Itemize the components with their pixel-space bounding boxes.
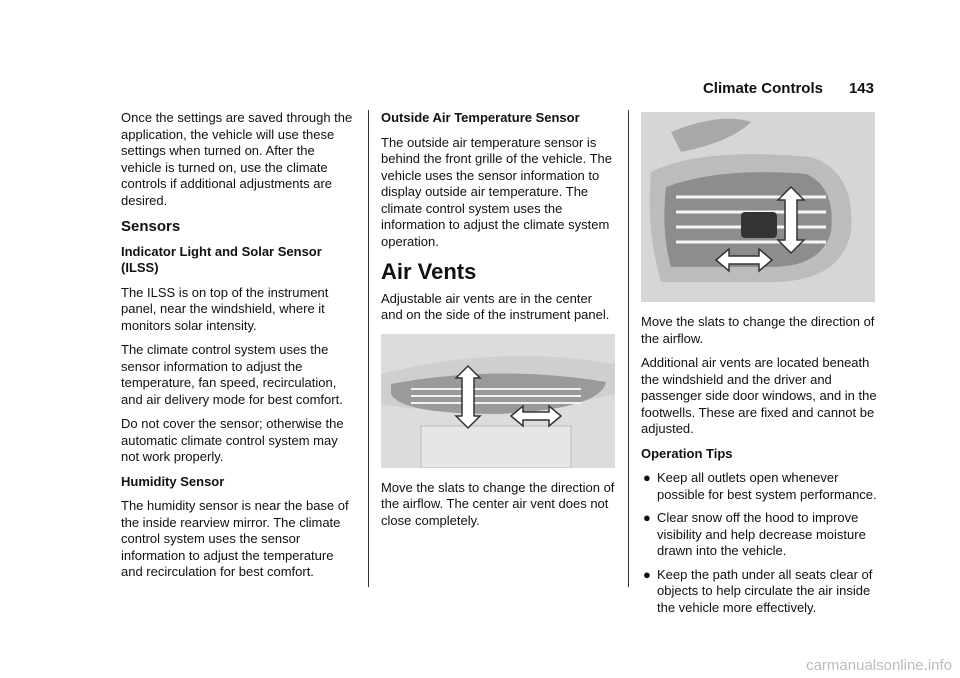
bullet-icon: ● [643, 470, 651, 485]
paragraph: The humidity sensor is near the base of the inside rearview mirror. The climate control system uses the sensor information to adjust the temperature and recirculation for best comfort. [121, 498, 349, 579]
paragraph: Adjustable air vents are in the center and on the side of the instrument panel. [381, 290, 610, 322]
watermark: carmanualsonline.info [806, 657, 952, 674]
column-divider [628, 110, 629, 587]
subheading-humidity: Humidity Sensor [121, 473, 225, 489]
page-header [703, 80, 874, 97]
subheading-operation-tips: Operation Tips [641, 445, 733, 461]
subheading-outside-air: Outside Air Temperature Sensor [381, 110, 580, 125]
side-air-vent-illustration [641, 112, 875, 302]
paragraph: Additional air vents are located beneath the windshield and the driver and passenger side door windows, and in the footwells. These are fixed and cannot be adjusted. [641, 355, 877, 436]
paragraph: The climate control system uses the sensor information to adjust the temperature, fan speed, recirculation, and air delivery mode for best comfort. [121, 342, 343, 407]
paragraph: The outside air temperature sensor is behind the front grille of the vehicle. The vehicle uses the sensor information to display outside air temperature. The climate control system uses the information to adjust the climate system operation. [381, 134, 613, 249]
center-air-vent-illustration [381, 334, 615, 468]
column-1 [121, 110, 356, 589]
heading-sensors: Sensors [121, 218, 181, 235]
column-divider [368, 110, 369, 587]
paragraph: Move the slats to change the direction of the airflow. [641, 314, 875, 346]
heading-air-vents: Air Vents [381, 259, 477, 284]
paragraph: The ILSS is on top of the instrument panel, near the windshield, where it monitors solar intensity. [121, 284, 329, 333]
bullet-icon: ● [643, 510, 651, 525]
bullet-icon: ● [643, 566, 651, 582]
column-3 [641, 110, 879, 623]
list-item: ● Keep the path under all seats clear of objects to help circulate the air inside the vehicle more effectively. [643, 566, 873, 615]
paragraph: Do not cover the sensor; otherwise the automatic climate control system may not work properly. [121, 416, 344, 464]
section-title: Climate Controls [702, 80, 823, 97]
subheading-ilss: Indicator Light and Solar Sensor (ILSS) [121, 243, 322, 275]
tips-list [641, 470, 879, 616]
list-item: ● Keep all outlets open whenever possible for best system performance. [643, 470, 877, 502]
page-number: 143 [848, 80, 874, 97]
paragraph: Move the slats to change the direction of the airflow. The center air vent does not close completely. [381, 479, 615, 528]
paragraph: Once the settings are saved through the application, the vehicle will use these settings when turned on. After the vehicle is turned on, use the climate controls if additional adjustments are desired. [121, 110, 353, 208]
column-2 [381, 110, 617, 537]
list-item: ● Clear snow off the hood to improve visibility and help decrease moisture drawn into the vehicle. [643, 510, 866, 558]
